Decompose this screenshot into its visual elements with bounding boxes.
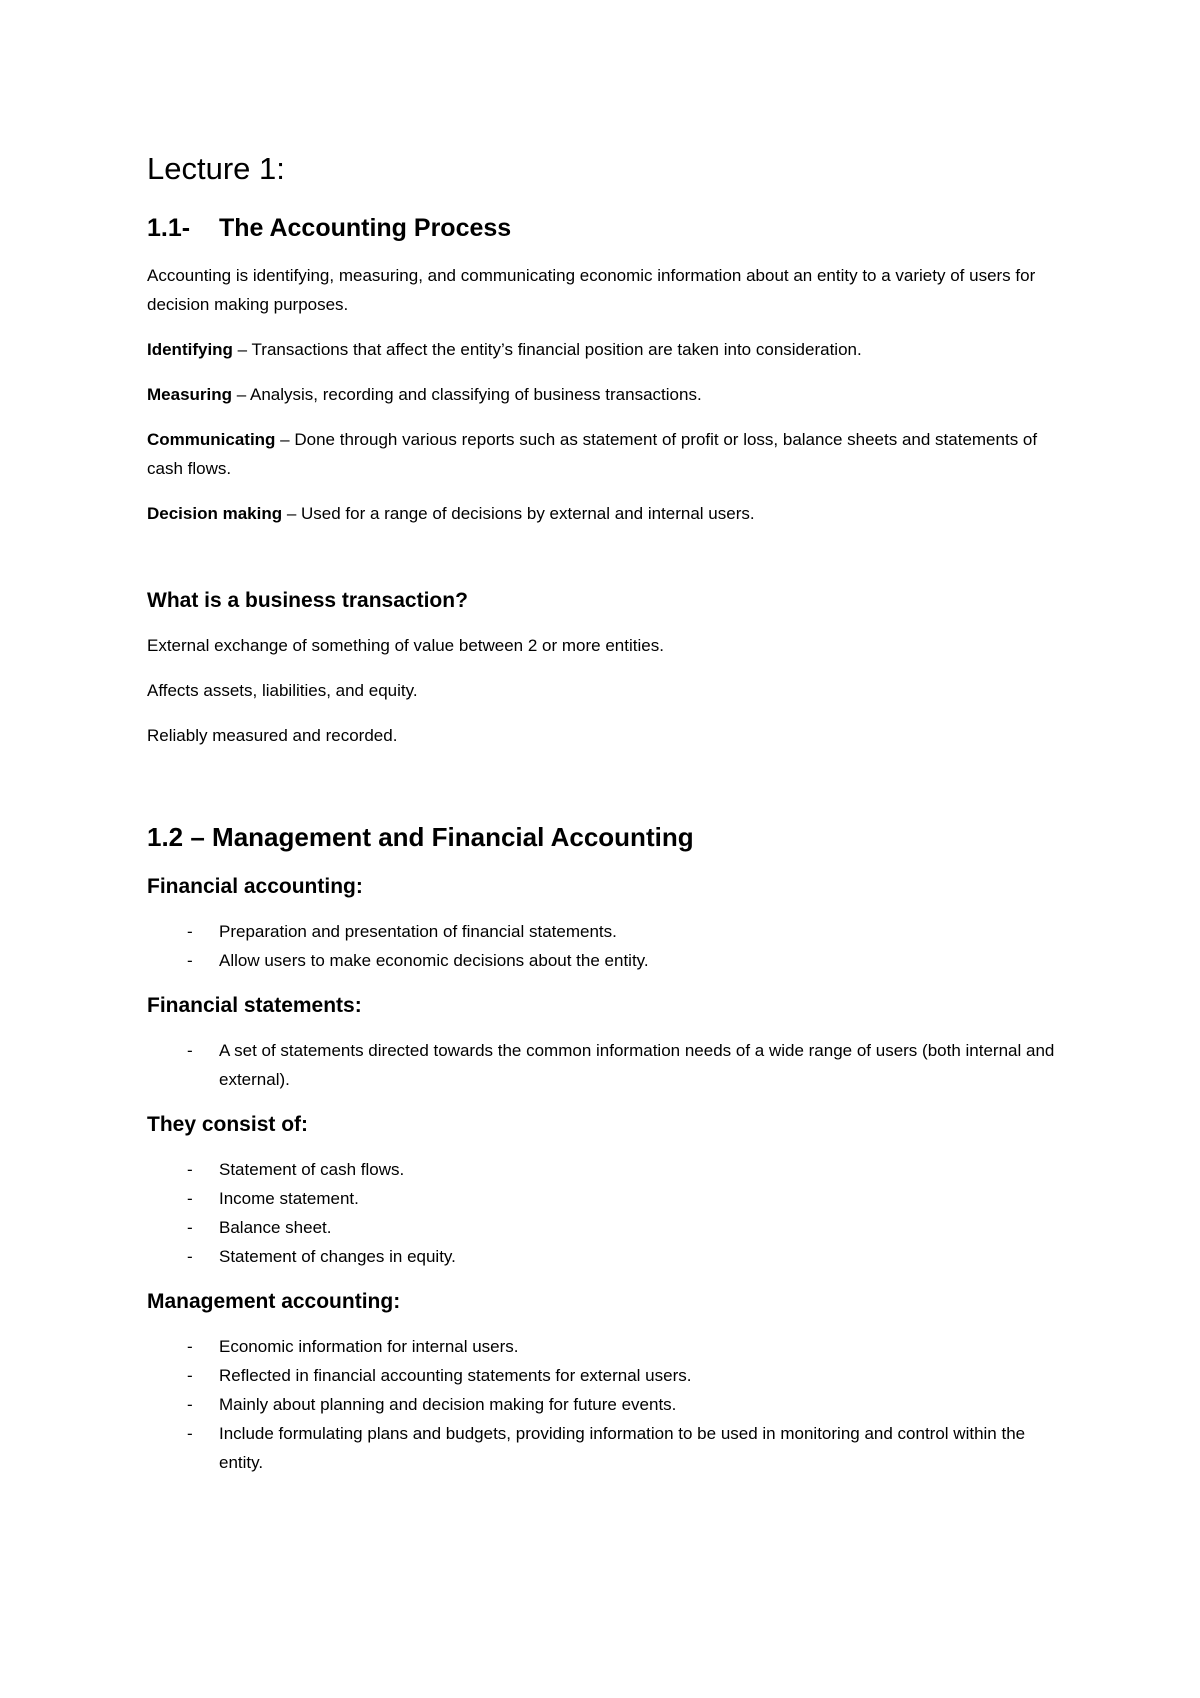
financial-accounting-list xyxy=(147,917,1062,975)
list-item: - Reflected in financial accounting statements for external users. xyxy=(147,1361,1062,1390)
definition-term: Decision making xyxy=(147,504,283,524)
consist-of-list xyxy=(147,1155,1062,1271)
definition-decision-making xyxy=(147,499,1062,528)
list-item: - Economic information for internal users. xyxy=(147,1332,1062,1361)
business-transaction-line: External exchange of something of value between 2 or more entities. xyxy=(147,636,664,656)
list-item: - Statement of changes in equity. xyxy=(147,1242,1062,1271)
definition-term: Communicating xyxy=(147,430,276,450)
definition-communicating xyxy=(147,425,1062,483)
spacer xyxy=(147,766,1062,822)
list-item: - Allow users to make economic decisions about the entity. xyxy=(147,946,1062,975)
business-transaction-line: Affects assets, liabilities, and equity. xyxy=(147,681,418,701)
list-item: - Statement of cash flows. xyxy=(147,1155,1062,1184)
spacer xyxy=(147,544,1062,588)
list-item: - Preparation and presentation of financial statements. xyxy=(147,917,1062,946)
management-accounting-heading: Management accounting: xyxy=(147,1290,401,1314)
definition-identifying xyxy=(147,335,1062,364)
definition-measuring xyxy=(147,380,1062,409)
definition-term: Measuring xyxy=(147,385,233,405)
lecture-title: Lecture 1: xyxy=(147,151,285,186)
document-page xyxy=(147,150,1062,1495)
section-1-title-text: The Accounting Process xyxy=(219,214,512,243)
definition-text: – Used for a range of decisions by external and internal users. xyxy=(282,504,755,524)
section-1-title xyxy=(147,213,1062,243)
definition-term: Identifying xyxy=(147,340,233,360)
list-item: - Balance sheet. xyxy=(147,1213,1062,1242)
list-item: - Income statement. xyxy=(147,1184,1062,1213)
definition-text: – Analysis, recording and classifying of business transactions. xyxy=(232,385,702,405)
financial-statements-heading: Financial statements: xyxy=(147,993,362,1017)
list-item: - Include formulating plans and budgets, providing information to be used in monitoring and control within the entity. xyxy=(147,1419,1062,1477)
definition-text: – Done through various reports such as statement of profit or loss, balance sheets and statements of cash flows. xyxy=(147,430,1038,479)
financial-statements-list xyxy=(147,1036,1062,1094)
management-accounting-list xyxy=(147,1332,1062,1477)
list-item: - Mainly about planning and decision making for future events. xyxy=(147,1390,1062,1419)
consist-of-heading: They consist of: xyxy=(147,1112,309,1136)
definition-text: – Transactions that affect the entity’s financial position are taken into consideration. xyxy=(232,340,862,360)
business-transaction-line: Reliably measured and recorded. xyxy=(147,726,398,746)
section-2-title: 1.2 – Management and Financial Accounting xyxy=(147,822,694,853)
section-1-intro: Accounting is identifying, measuring, and communicating economic information about an entity to a variety of users for decision making purposes. xyxy=(147,266,1036,315)
list-item: - A set of statements directed towards the common information needs of a wide range of users (both internal and external). xyxy=(147,1036,1062,1094)
business-transaction-heading: What is a business transaction? xyxy=(147,589,468,613)
section-1-number: 1.1- xyxy=(147,214,191,243)
financial-accounting-heading: Financial accounting: xyxy=(147,874,363,898)
